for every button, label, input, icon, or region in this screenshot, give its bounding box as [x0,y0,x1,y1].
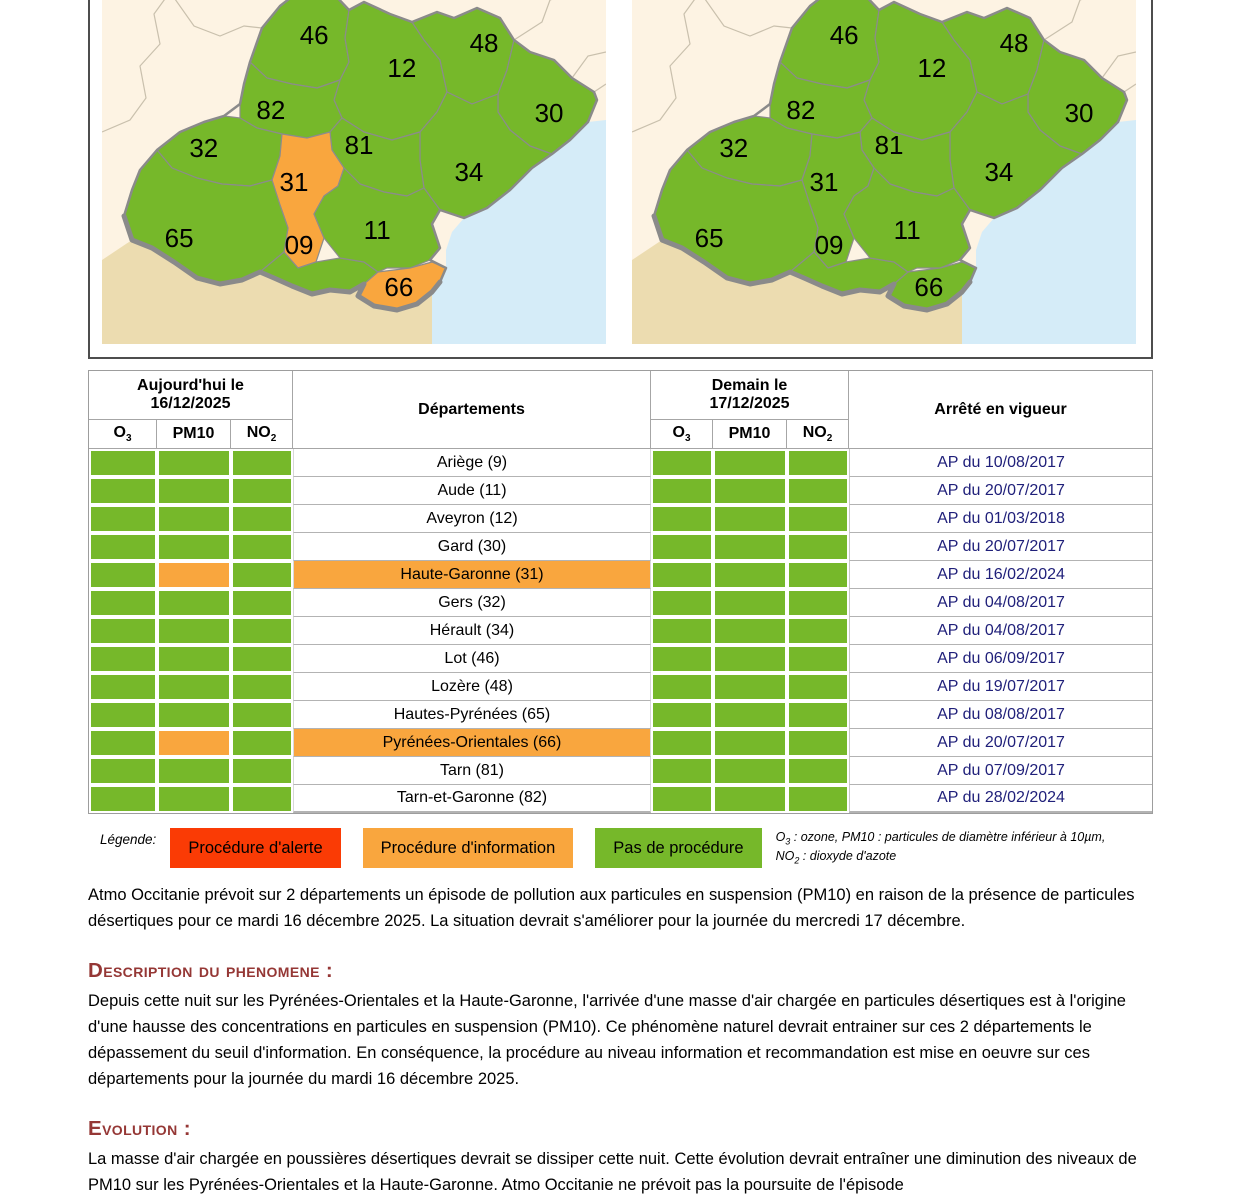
status-cell [157,729,231,757]
status-cell [231,589,293,617]
table-row [89,533,1152,561]
ap-link[interactable]: AP du 20/07/2017 [937,481,1065,499]
status-cell [89,645,157,673]
department-label-12: 12 [387,53,417,84]
ap-cell [849,533,1152,561]
status-cell [89,589,157,617]
status-cell [89,701,157,729]
status-cell [231,533,293,561]
ap-cell [849,757,1152,785]
status-cell [231,477,293,505]
status-cell [157,561,231,589]
department-label-09: 09 [814,230,844,261]
table-row [89,589,1152,617]
status-cell [157,505,231,533]
description-heading: Description du phenomene : [88,959,334,982]
status-cell [713,645,787,673]
table-row [89,757,1152,785]
status-cell [89,785,157,813]
today-header-line1: Aujourd'hui le [137,377,244,394]
table-row [89,729,1152,757]
department-name-cell: Hautes-Pyrénées (65) [293,701,651,729]
ap-link[interactable]: AP du 04/08/2017 [937,621,1065,639]
ap-link[interactable]: AP du 01/03/2018 [937,509,1065,527]
department-name-cell: Lot (46) [293,645,651,673]
department-label-34: 34 [454,156,484,187]
table-row [89,785,1152,813]
status-cell [651,589,713,617]
pollutant-header-no2: $NO_2$ [231,420,293,449]
table-row [89,673,1152,701]
status-cell [787,449,849,477]
status-cell [89,533,157,561]
legend-item-red: Procédure d'alerte [170,828,340,868]
department-name-cell: Aveyron (12) [293,505,651,533]
legend-note: $O_3$ : ozone, PM10 : particules de diamètre inférieur à 10µm, $NO_2$ : dioxyde d'azote [775,830,1106,866]
status-cell [89,449,157,477]
status-cell [651,533,713,561]
department-label-30: 30 [1064,98,1094,129]
department-name-cell: Haute-Garonne (31) [293,561,651,589]
ap-link[interactable]: AP du 08/08/2017 [937,705,1065,723]
department-label-11: 11 [893,214,921,245]
status-cell [231,617,293,645]
status-cell [231,757,293,785]
ap-cell [849,589,1152,617]
department-name-cell: Hérault (34) [293,617,651,645]
ap-link[interactable]: AP du 06/09/2017 [937,649,1065,667]
status-cell [713,701,787,729]
forecast-table [88,370,1153,814]
status-cell [787,757,849,785]
table-row [89,617,1152,645]
department-label-30: 30 [534,98,564,129]
status-cell [651,617,713,645]
legend-item-orange: Procédure d'information [363,828,574,868]
evolution-paragraph: La masse d'air chargée en poussières désertiques devrait se dissiper cette nuit. Cette évolution devrait entraîner une diminution des niveaux de PM10 sur les Pyrénées-Orientales et la Haute-Garonne. Atmo Occitanie ne prévoit pas la poursuite de l'épisode [88,1150,1137,1194]
department-label-31: 31 [809,167,839,198]
status-cell [231,701,293,729]
status-cell [89,757,157,785]
pollutant-header-pm10: PM10 [713,420,787,449]
legend-item-green: Pas de procédure [595,828,761,868]
evolution-heading: Evolution : [88,1117,191,1140]
status-cell [787,561,849,589]
status-cell [787,505,849,533]
department-name-cell: Tarn (81) [293,757,651,785]
today-header-line2: 16/12/2025 [150,395,231,412]
intro-paragraph: Atmo Occitanie prévoit sur 2 départements un épisode de pollution aux particules en suspension (PM10) en raison de la présence de particules désertiques pour ce mardi 16 décembre 2025. La situation devrait s'améliorer pour la journée du mercredi 17 décembre. [88,886,1135,930]
department-label-65: 65 [164,223,194,254]
status-cell [787,477,849,505]
status-cell [787,533,849,561]
pollutant-header-o3: $O_3$ [651,420,713,449]
status-cell [157,589,231,617]
status-cell [651,673,713,701]
status-cell [651,505,713,533]
ap-link[interactable]: AP du 16/02/2024 [937,565,1065,583]
description-paragraph: Depuis cette nuit sur les Pyrénées-Orientales et la Haute-Garonne, l'arrivée d'une masse d'air chargée en particules désertiques est à l'origine d'une hausse des concentrations en particules en suspension (PM10). Ce phénomène naturel devrait entrainer sur ces 2 départements le dépassement du seuil d'information. En conséquence, la procédure au niveau information et recommandation est mise en oeuvre sur ces départements pour la journée du mardi 16 décembre 2025. [88,992,1126,1088]
status-cell [231,645,293,673]
department-name-cell: Gers (32) [293,589,651,617]
status-cell [787,701,849,729]
pollutant-header-pm10: PM10 [157,420,231,449]
today-header [89,371,293,420]
map-tomorrow [632,0,1136,344]
status-cell [157,449,231,477]
status-cell [713,589,787,617]
ap-link[interactable]: AP du 10/08/2017 [937,453,1065,471]
department-label-48: 48 [999,28,1029,59]
status-cell [89,561,157,589]
status-cell [157,785,231,813]
status-cell [787,589,849,617]
status-cell [231,673,293,701]
ap-link[interactable]: AP du 04/08/2017 [937,593,1065,611]
status-cell [787,645,849,673]
ap-cell [849,449,1152,477]
status-cell [231,449,293,477]
department-label-81: 81 [874,130,904,161]
ap-cell [849,729,1152,757]
status-cell [157,617,231,645]
department-label-65: 65 [694,223,724,254]
status-cell [787,617,849,645]
ap-cell [849,645,1152,673]
department-name-cell: Ariège (9) [293,449,651,477]
status-cell [89,477,157,505]
status-cell [89,505,157,533]
ap-link[interactable]: AP du 28/02/2024 [937,789,1065,806]
ap-cell [849,701,1152,729]
department-label-32: 32 [189,132,219,163]
table-row [89,701,1152,729]
ap-link[interactable]: AP du 07/09/2017 [937,761,1065,779]
status-cell [89,729,157,757]
status-cell [651,449,713,477]
status-cell [651,561,713,589]
department-label-31: 31 [279,167,309,198]
status-cell [713,617,787,645]
department-name-cell: Lozère (48) [293,673,651,701]
department-name-cell: Pyrénées-Orientales (66) [293,729,651,757]
status-cell [157,477,231,505]
department-label-46: 46 [299,19,329,50]
bulletin-page [88,0,1153,1198]
pollutant-header-o3: $O_3$ [89,420,157,449]
department-label-66: 66 [384,271,414,302]
ap-link[interactable]: AP du 20/07/2017 [937,537,1065,555]
department-label-82: 82 [256,94,286,125]
table-row [89,645,1152,673]
ap-cell [849,505,1152,533]
department-label-12: 12 [917,53,947,84]
department-name-cell: Tarn-et-Garonne (82) [293,785,651,813]
tomorrow-header [651,371,849,420]
status-cell [651,701,713,729]
departements-header: Départements [293,371,651,449]
legend-label: Légende: [100,832,157,847]
status-cell [157,701,231,729]
ap-cell [849,617,1152,645]
status-cell [157,757,231,785]
status-cell [713,505,787,533]
department-label-11: 11 [363,214,391,245]
status-cell [713,785,787,813]
status-cell [787,729,849,757]
status-cell [651,757,713,785]
department-label-48: 48 [469,28,499,59]
status-cell [231,729,293,757]
tomorrow-header-line2: 17/12/2025 [709,395,790,412]
table-row [89,477,1152,505]
status-cell [713,561,787,589]
forecast-maps-box [88,0,1153,359]
legend-items [170,828,775,868]
status-cell [651,785,713,813]
department-label-09: 09 [284,230,314,261]
status-cell [157,673,231,701]
status-cell [787,673,849,701]
status-cell [651,729,713,757]
ap-link[interactable]: AP du 19/07/2017 [937,677,1065,695]
status-cell [157,645,231,673]
map-today [102,0,606,344]
status-cell [89,617,157,645]
status-cell [231,505,293,533]
status-cell [157,533,231,561]
status-cell [231,561,293,589]
status-cell [651,477,713,505]
department-name-cell: Gard (30) [293,533,651,561]
ap-cell [849,673,1152,701]
status-cell [231,785,293,813]
tomorrow-header-line1: Demain le [711,377,788,394]
status-cell [89,673,157,701]
table-row [89,505,1152,533]
pollutant-header-no2: $NO_2$ [787,420,849,449]
status-cell [713,449,787,477]
status-cell [713,533,787,561]
table-row [89,561,1152,589]
department-label-66: 66 [914,271,944,302]
department-name-cell: Aude (11) [293,477,651,505]
ap-cell [849,785,1152,813]
department-label-34: 34 [984,156,1014,187]
legend [88,828,1153,868]
table-row [89,449,1152,477]
arrete-header: Arrêté en vigueur [849,371,1152,449]
status-cell [713,673,787,701]
department-label-82: 82 [786,94,816,125]
status-cell [713,477,787,505]
department-label-32: 32 [719,132,749,163]
status-cell [787,785,849,813]
ap-link[interactable]: AP du 20/07/2017 [937,733,1065,751]
ap-cell [849,477,1152,505]
ap-cell [849,561,1152,589]
status-cell [713,757,787,785]
department-label-46: 46 [829,19,859,50]
status-cell [713,729,787,757]
status-cell [651,645,713,673]
department-label-81: 81 [344,130,374,161]
